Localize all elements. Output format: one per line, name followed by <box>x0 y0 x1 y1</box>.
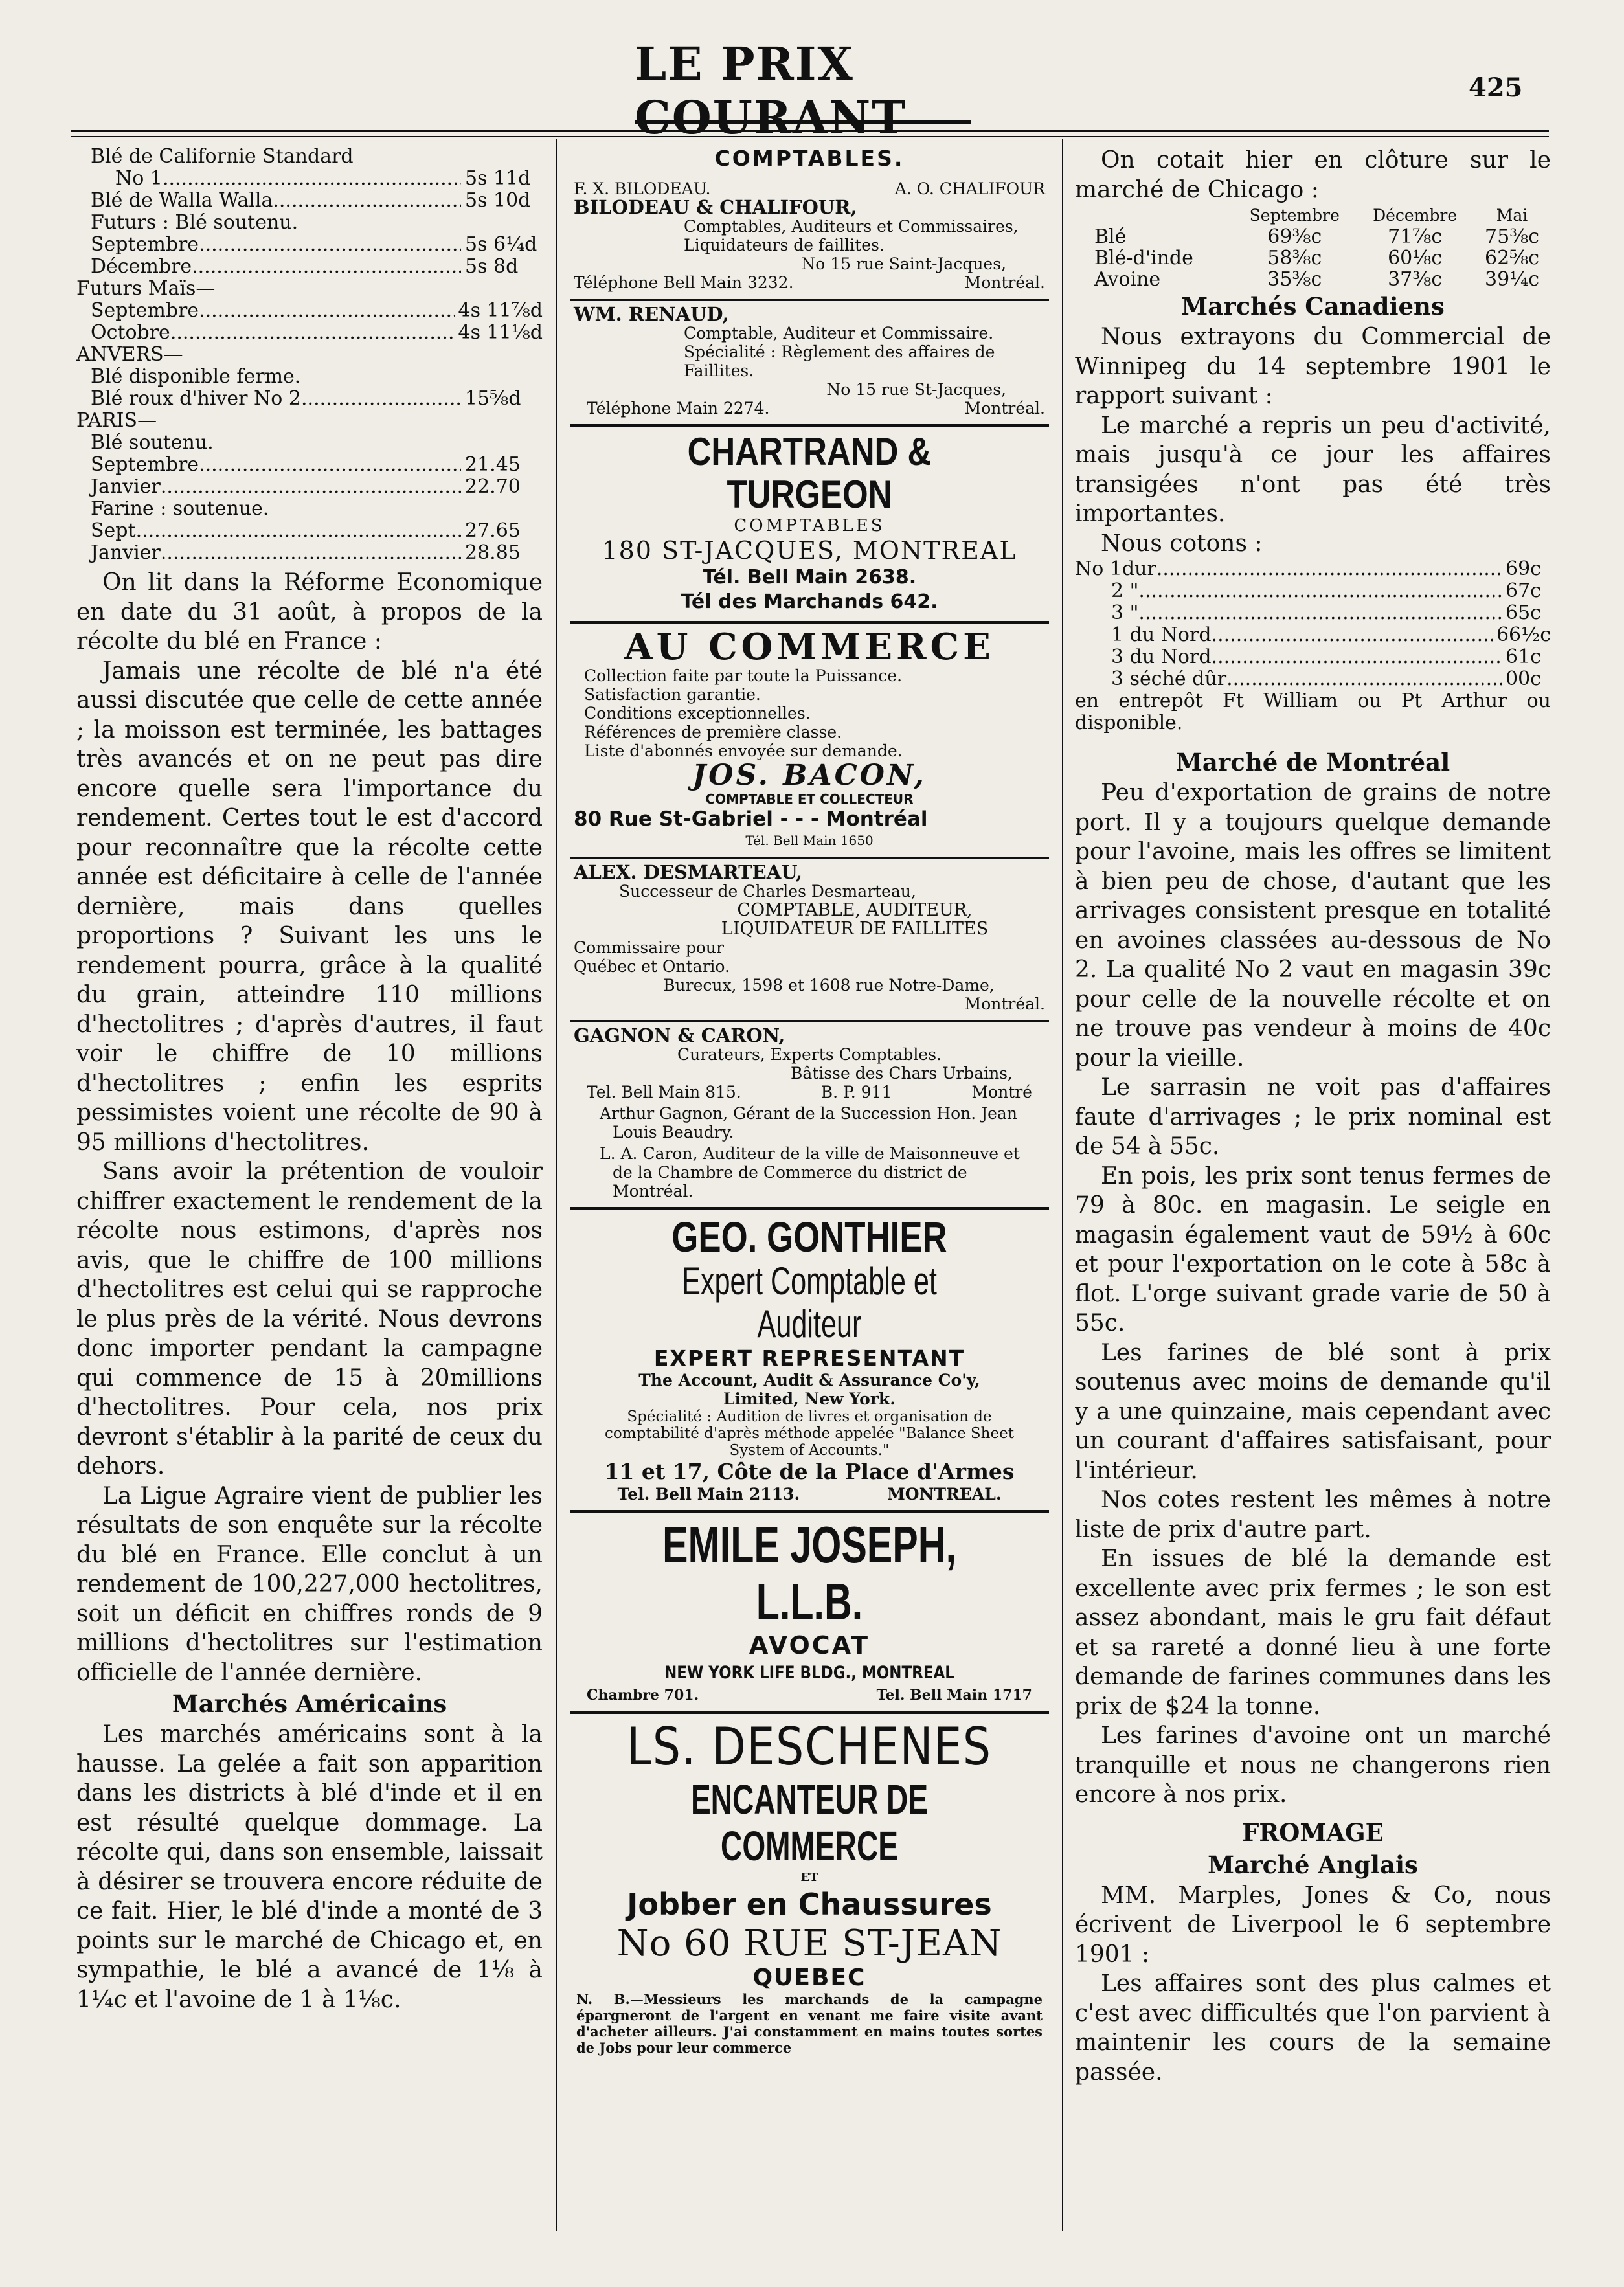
grain-name: Blé-d'inde <box>1094 247 1193 269</box>
price-row <box>1075 580 1551 602</box>
firm-telephone: Tel. Bell Main 2113. <box>617 1485 800 1504</box>
table-header-cell: Septembre <box>1249 206 1340 225</box>
price-row <box>1075 602 1551 624</box>
firm-title: Expert Comptable et Auditeur <box>682 1259 937 1346</box>
price-row <box>76 388 543 410</box>
firm-successor: Successeur de Charles Desmarteau, <box>619 882 916 901</box>
page-number: 425 <box>1469 73 1523 103</box>
firm-description: Comptable, Auditeur et Commissaire. Spécialité : Règlement des affaires de Faillites. <box>684 324 995 380</box>
price-item-name: Blé de Californie Standard <box>91 146 354 168</box>
leader-dots <box>1212 624 1493 646</box>
price-item-value: 4s 11⅞d <box>458 299 543 322</box>
column-left <box>76 146 543 2227</box>
price-item-name: 3 " <box>1111 602 1139 624</box>
table-header-cell <box>1075 205 1232 226</box>
price-row <box>76 542 543 564</box>
firm-po-box: B. P. 911 <box>820 1083 892 1101</box>
firm-company: The Account, Audit & Assurance Co'y, Limited, New York. <box>638 1371 980 1408</box>
price-item-value: 00c <box>1506 668 1541 690</box>
price-item-value: 67c <box>1506 580 1541 602</box>
paragraph: Les marchés américains sont à la hausse. La gelée a fait son apparition dans les districts à blé d'inde et il en est résulté quelque dommage. La récolte qui, dans son ensemble, laissait à désirer se trouvera encore réduite de ce fait. Hier, le blé d'inde a monté de 3 points sur le marché de Chicago et, en sympathie, le blé a avancé de 1⅛ à 1¼c et l'avoine de 1 à 1⅛c. <box>76 1721 543 2013</box>
auctioneer-address: No 60 RUE ST-JEAN <box>616 1922 1002 1965</box>
collector-role: COMPTABLE ET COLLECTEUR <box>705 791 914 807</box>
firm-role: COMPTABLES <box>734 516 885 535</box>
price-item-name: Décembre <box>91 255 192 278</box>
price-item-name: Septembre <box>91 299 199 322</box>
auctioneer-city: QUEBEC <box>752 1965 866 1991</box>
paragraph: Jamais une récolte de blé n'a été aussi discutée que celle de cette année ; la moisson est terminée, les battages très avancés et on ne peut pas dire encore quelle sera l'importance du rendement. Certes tout le est d'accord pour reconnaître que la récolte cette année est déficitaire à celle de l'année dernière, mais dans quelles proportions ? Suivant les uns le rendement pourra, grâce à la qualité du grain, atteindre 110 millions d'hectolitres ; d'après d'autres, il faut voir le chiffre de 10 millions d'hectolitres ; enfin les esprits pessimistes voient une récolte de 90 à 95 millions d'hectolitres. <box>76 657 543 1156</box>
price-item-name: Blé roux d'hiver No 2 <box>91 387 301 410</box>
ad-bilodeau-chalifour <box>570 175 1049 301</box>
ad-title: AU COMMERCE <box>624 625 995 668</box>
collector-telephone: Tél. Bell Main 1650 <box>745 833 874 848</box>
paragraph: Nous cotons : <box>1101 530 1263 557</box>
price-item-name: No 1dur <box>1075 558 1156 580</box>
leader-dots <box>161 476 461 498</box>
paragraph: Les affaires sont des plus calmes et c'est avec difficultés que l'on parvient à maintenir les cours de la semaine passée. <box>1075 1970 1551 2086</box>
price-item-name: 1 du Nord <box>1111 624 1212 646</box>
paragraph: On cotait hier en clôture sur le marché de Chicago : <box>1075 147 1551 203</box>
ad-deschenes <box>570 1714 1049 2062</box>
firm-telephone: Tél des Marchands 642. <box>681 591 938 613</box>
price-row <box>1075 646 1551 668</box>
firm-partner-note: L. A. Caron, Auditeur de la ville de Maisonneuve et de la Chambre de Commerce du district de Montréal. <box>600 1144 1020 1200</box>
partner-name: F. X. BILODEAU. <box>574 179 711 198</box>
section-heading: FROMAGE <box>1242 1818 1384 1847</box>
table-row <box>1075 269 1551 290</box>
ad-feature-line: Satisfaction garantie. <box>584 685 761 704</box>
price-item-name: ANVERS— <box>76 343 183 366</box>
collector-address: 80 Rue St-Gabriel - - - Montréal <box>574 807 928 831</box>
price-item-name: Octobre <box>91 321 170 344</box>
firm-name: BILODEAU & CHALIFOUR, <box>574 196 857 218</box>
firm-commission: Québec et Ontario. <box>574 957 730 976</box>
firm-name: WM. RENAUD, <box>574 303 729 325</box>
paragraph: Les farines d'avoine ont un marché tranquille et nous ne changerons rien encore à nos prix. <box>1075 1722 1551 1808</box>
paragraph: Sans avoir la prétention de vouloir chiffrer exactement le rendement de la récolte nous estimons, d'après nos avis, que le chiffre de 100 millions d'hectolitres est celui qui se rapproche le plus près de la vérité. Nous devrons donc importer pendant la campagne qui commence de 15 à 20millions d'hectolitres. Pour cela, nos prix devront s'établir à la parité de ceux du dehors. <box>76 1158 543 1480</box>
paragraph: La Ligue Agraire vient de publier les résultats de son enquête sur la récolte du blé en France. Elle conclut à un rendement de 100,227,000 hectolitres, soit un déficit en chiffres ronds de 9 millions d'hectolitres sur l'estimation officielle de l'année dernière. <box>76 1482 543 1686</box>
auctioneer-trade: Jobber en Chaussures <box>627 1887 992 1922</box>
firm-city: MONTREAL. <box>887 1485 1002 1504</box>
ad-feature-line: Références de première classe. <box>584 723 842 741</box>
ad-gagnon-caron <box>570 1022 1049 1210</box>
price-item-name: No 1 <box>115 167 163 190</box>
price-row <box>76 190 543 212</box>
paragraph: Peu d'exportation de grains de notre port. Il y a toujours quelque demande pour l'avoine, mais les offres se limitent à bien peu de chose, d'autant que les arrivages consistent presque en totalité en avoines classées au-dessous de No 2. La qualité No 2 vaut en magasin 39c pour celle de la nouvelle récolte et on ne trouve pas vendeur à moins de 40c pour la vieille. <box>1075 780 1551 1072</box>
price-item-name: Farine : soutenue. <box>91 497 269 520</box>
price-note: en entrepôt Ft William ou Pt Arthur ou disponible. <box>1075 690 1551 734</box>
header-rule <box>71 130 1549 132</box>
price-item-value: 69c <box>1506 558 1541 580</box>
paragraph: Le marché a repris un peu d'activité, mais jusqu'à ce jour les affaires transigées n'ont pas été très importantes. <box>1075 412 1551 527</box>
firm-city: Montréal. <box>964 399 1045 418</box>
firm-name: CHARTRAND & TURGEON <box>687 430 932 516</box>
ad-feature-line: Collection faite par toute la Puissance. <box>584 666 903 685</box>
price-cell: 35⅜c <box>1267 268 1322 291</box>
firm-role: LIQUIDATEUR DE FAILLITES <box>721 919 989 939</box>
price-row <box>1075 558 1551 580</box>
paragraph: Les farines de blé sont à prix soutenus avec moins de demande qu'il y a une quinzaine, mais cependant avec un courant d'affaires satisfaisant, pour l'intérieur. <box>1075 1339 1551 1484</box>
ad-feature-list <box>574 666 1045 760</box>
price-row <box>76 234 543 256</box>
firm-address: Burecux, 1598 et 1608 rue Notre-Dame, <box>663 976 995 995</box>
table-row <box>1075 226 1551 247</box>
price-row <box>76 344 543 366</box>
firm-name: ALEX. DESMARTEAU, <box>574 861 802 883</box>
price-row <box>76 520 543 542</box>
firm-commission: Commissaire pour <box>574 938 724 957</box>
price-item-name: Septembre <box>91 233 199 256</box>
leader-dots <box>161 542 461 564</box>
price-cell: 37⅜c <box>1388 268 1443 291</box>
price-row <box>1075 624 1551 646</box>
paragraph: Le sarrasin ne voit pas d'affaires faute d'arrivages ; le prix nominal est de 54 à 55c. <box>1075 1074 1551 1160</box>
price-cell: 75⅜c <box>1484 225 1540 248</box>
price-row <box>76 168 543 190</box>
leader-dots <box>199 454 461 476</box>
leader-dots <box>273 190 461 212</box>
table-header-cell: Décembre <box>1373 206 1458 225</box>
price-item-name: 3 séché dûr <box>1111 668 1227 690</box>
paragraph: En issues de blé la demande est excellente avec prix fermes ; le son est assez abondant, mais le gru fait défaut et sa rareté a donné lieu à une forte demande de farines communes dans les prix de $24 la tonne. <box>1075 1546 1551 1720</box>
foreign-grain-prices <box>76 146 543 564</box>
leader-dots <box>170 322 455 344</box>
price-item-value: 5s 11d <box>465 167 531 190</box>
firm-city: Montré <box>971 1083 1032 1101</box>
leader-dots <box>199 300 454 322</box>
ad-desmarteau <box>570 859 1049 1022</box>
price-item-value: 66½c <box>1496 624 1551 646</box>
price-row <box>1075 668 1551 690</box>
leader-dots <box>199 234 461 256</box>
paragraph: Nos cotes restent les mêmes à notre liste de prix d'autre part. <box>1075 1487 1551 1543</box>
firm-description: Comptables, Auditeurs et Commissaires, Liquidateurs de faillites. <box>684 217 1019 254</box>
price-item-value: 27.65 <box>465 519 521 542</box>
price-item-name: Futurs : Blé soutenu. <box>91 211 299 234</box>
leader-dots <box>1138 580 1502 602</box>
price-item-name: Blé soutenu. <box>91 431 214 454</box>
header-rule-thin <box>71 136 1549 137</box>
price-row <box>76 432 543 454</box>
table-header-row <box>1075 205 1551 226</box>
price-row <box>76 410 543 432</box>
ad-chartrand-turgeon <box>570 427 1049 624</box>
leader-dots <box>301 388 461 410</box>
price-row <box>76 300 543 322</box>
price-row <box>76 322 543 344</box>
lawyer-room: Chambre 701. <box>587 1687 699 1704</box>
auctioneer-note: N. B.—Messieurs les marchands de la campagne épargneront de l'argent en venant me faire visite avant d'acheter ailleurs. J'ai constamment en mains toutes sortes de Jobs pour leur commerce <box>576 1991 1043 2056</box>
partner-name: A. O. CHALIFOUR <box>894 179 1045 198</box>
price-item-name: Futurs Maïs— <box>76 277 216 300</box>
price-item-value: 4s 11⅛d <box>458 321 543 344</box>
leader-dots <box>1212 646 1502 668</box>
price-item-name: Janvier <box>91 475 161 498</box>
firm-telephone: Téléphone Bell Main 3232. <box>574 273 794 292</box>
price-cell: 39¼c <box>1484 268 1540 291</box>
section-subheading: Marché Anglais <box>1208 1850 1418 1879</box>
grain-name: Blé <box>1094 225 1127 248</box>
firm-building: Bâtisse des Chars Urbains, <box>791 1064 1013 1083</box>
price-row <box>76 146 543 168</box>
price-item-name: Sept <box>91 519 136 542</box>
column-divider <box>556 139 557 2231</box>
auctioneer-name: LS. DESCHENES <box>627 1717 992 1777</box>
firm-telephone: Téléphone Main 2274. <box>587 399 770 418</box>
price-cell: 71⅞c <box>1388 225 1443 248</box>
lawyer-role: AVOCAT <box>749 1631 870 1660</box>
firm-specialty: Spécialité : Audition de livres et organisation de comptabilité d'après méthode appelée "Balance Sheet System of Accounts." <box>605 1408 1014 1459</box>
firm-name: GAGNON & CARON, <box>574 1024 785 1046</box>
ad-au-commerce <box>570 624 1049 859</box>
price-row <box>76 256 543 278</box>
price-item-name: PARIS— <box>76 409 157 432</box>
price-item-name: Blé disponible ferme. <box>91 365 301 388</box>
price-row <box>76 454 543 476</box>
lawyer-name: EMILE JOSEPH, L.L.B. <box>662 1516 956 1630</box>
section-heading: Marché de Montréal <box>1175 748 1450 776</box>
grain-name: Avoine <box>1094 268 1161 291</box>
ad-gonthier <box>570 1210 1049 1513</box>
lawyer-telephone: Tel. Bell Main 1717 <box>876 1687 1032 1704</box>
leader-dots <box>192 256 461 278</box>
firm-address: 11 et 17, Côte de la Place d'Armes <box>604 1459 1015 1484</box>
price-row <box>76 476 543 498</box>
price-item-value: 22.70 <box>465 475 521 498</box>
column-right <box>1075 146 1551 2227</box>
firm-address: No 15 rue Saint-Jacques, <box>801 254 1006 273</box>
firm-telephone: Tel. Bell Main 815. <box>587 1083 741 1101</box>
column-divider <box>1062 139 1063 2231</box>
firm-city: Montréal. <box>964 273 1045 292</box>
price-item-value: 5s 10d <box>465 189 531 212</box>
table-row <box>1075 247 1551 269</box>
price-item-value: 15⅝d <box>465 387 521 410</box>
firm-role: COMPTABLE, AUDITEUR, <box>737 900 973 920</box>
section-heading: Marchés Américains <box>172 1689 447 1718</box>
firm-role: EXPERT REPRESENTANT <box>653 1346 965 1371</box>
price-row <box>76 498 543 520</box>
leader-dots <box>163 168 461 190</box>
price-cell: 62⅝c <box>1484 247 1540 269</box>
price-row <box>76 366 543 388</box>
ad-emile-joseph <box>570 1513 1049 1714</box>
ad-conjunction: ET <box>800 1871 818 1884</box>
price-item-value: 5s 8d <box>465 255 519 278</box>
firm-city: Montréal. <box>964 995 1045 1013</box>
ads-header: COMPTABLES. <box>570 146 1049 175</box>
table-header-cell: Mai <box>1496 206 1528 225</box>
price-item-value: 21.45 <box>465 453 521 476</box>
firm-telephone: Tél. Bell Main 2638. <box>702 566 917 589</box>
price-cell: 58⅜c <box>1267 247 1322 269</box>
paragraph: MM. Marples, Jones & Co, nous écrivent de Liverpool le 6 septembre 1901 : <box>1075 1882 1551 1968</box>
winnipeg-wheat-prices <box>1075 558 1551 690</box>
section-heading: Marchés Canadiens <box>1181 292 1445 321</box>
price-item-name: Septembre <box>91 453 199 476</box>
masthead-logo: LE PRIX COURANT <box>635 62 971 124</box>
paragraph: En pois, les prix sont tenus fermes de 79 à 80c. en magasin. Le seigle en magasin également vaut de 59½ à 60c et pour l'exportation on le cote à 58c à flot. L'orge suivant grade varie de 50 à 55c. <box>1075 1162 1551 1336</box>
collector-name: JOS. BACON, <box>692 759 927 792</box>
paragraph: On lit dans la Réforme Economique en date du 31 août, à propos de la récolte du blé en France : <box>76 569 543 655</box>
leader-dots <box>136 520 461 542</box>
price-row <box>76 278 543 300</box>
price-cell: 60⅛c <box>1388 247 1443 269</box>
leader-dots <box>1156 558 1502 580</box>
chicago-prices-table <box>1075 205 1551 290</box>
price-item-value: 28.85 <box>465 541 521 564</box>
price-item-name: 2 " <box>1111 580 1139 602</box>
price-cell: 69⅜c <box>1267 225 1322 248</box>
firm-address: No 15 rue St-Jacques, <box>826 380 1006 399</box>
price-row <box>76 212 543 234</box>
price-item-name: 3 du Nord <box>1111 646 1212 668</box>
ad-feature-line: Conditions exceptionnelles. <box>584 704 811 723</box>
price-item-name: Blé de Walla Walla <box>91 189 273 212</box>
price-item-value: 61c <box>1506 646 1541 668</box>
firm-partner-note: Arthur Gagnon, Gérant de la Succession Hon. Jean Louis Beaudry. <box>600 1104 1017 1142</box>
ad-feature-line: Liste d'abonnés envoyée sur demande. <box>584 741 903 760</box>
column-advertisements <box>570 146 1049 2227</box>
price-item-name: Janvier <box>91 541 161 564</box>
firm-name: GEO. GONTHIER <box>671 1213 947 1261</box>
price-item-value: 5s 6¼d <box>465 233 537 256</box>
leader-dots <box>1226 668 1502 690</box>
auctioneer-role: ENCANTEUR DE COMMERCE <box>690 1776 929 1869</box>
leader-dots <box>1138 602 1502 624</box>
paragraph: Nous extrayons du Commercial de Winnipeg du 14 septembre 1901 le rapport suivant : <box>1075 324 1551 409</box>
price-item-value: 65c <box>1506 602 1541 624</box>
lawyer-building: NEW YORK LIFE BLDG., MONTREAL <box>664 1663 954 1683</box>
firm-role: Curateurs, Experts Comptables. <box>677 1045 942 1064</box>
ad-renaud <box>570 301 1049 427</box>
firm-address: 180 ST-JACQUES, MONTREAL <box>602 536 1017 565</box>
